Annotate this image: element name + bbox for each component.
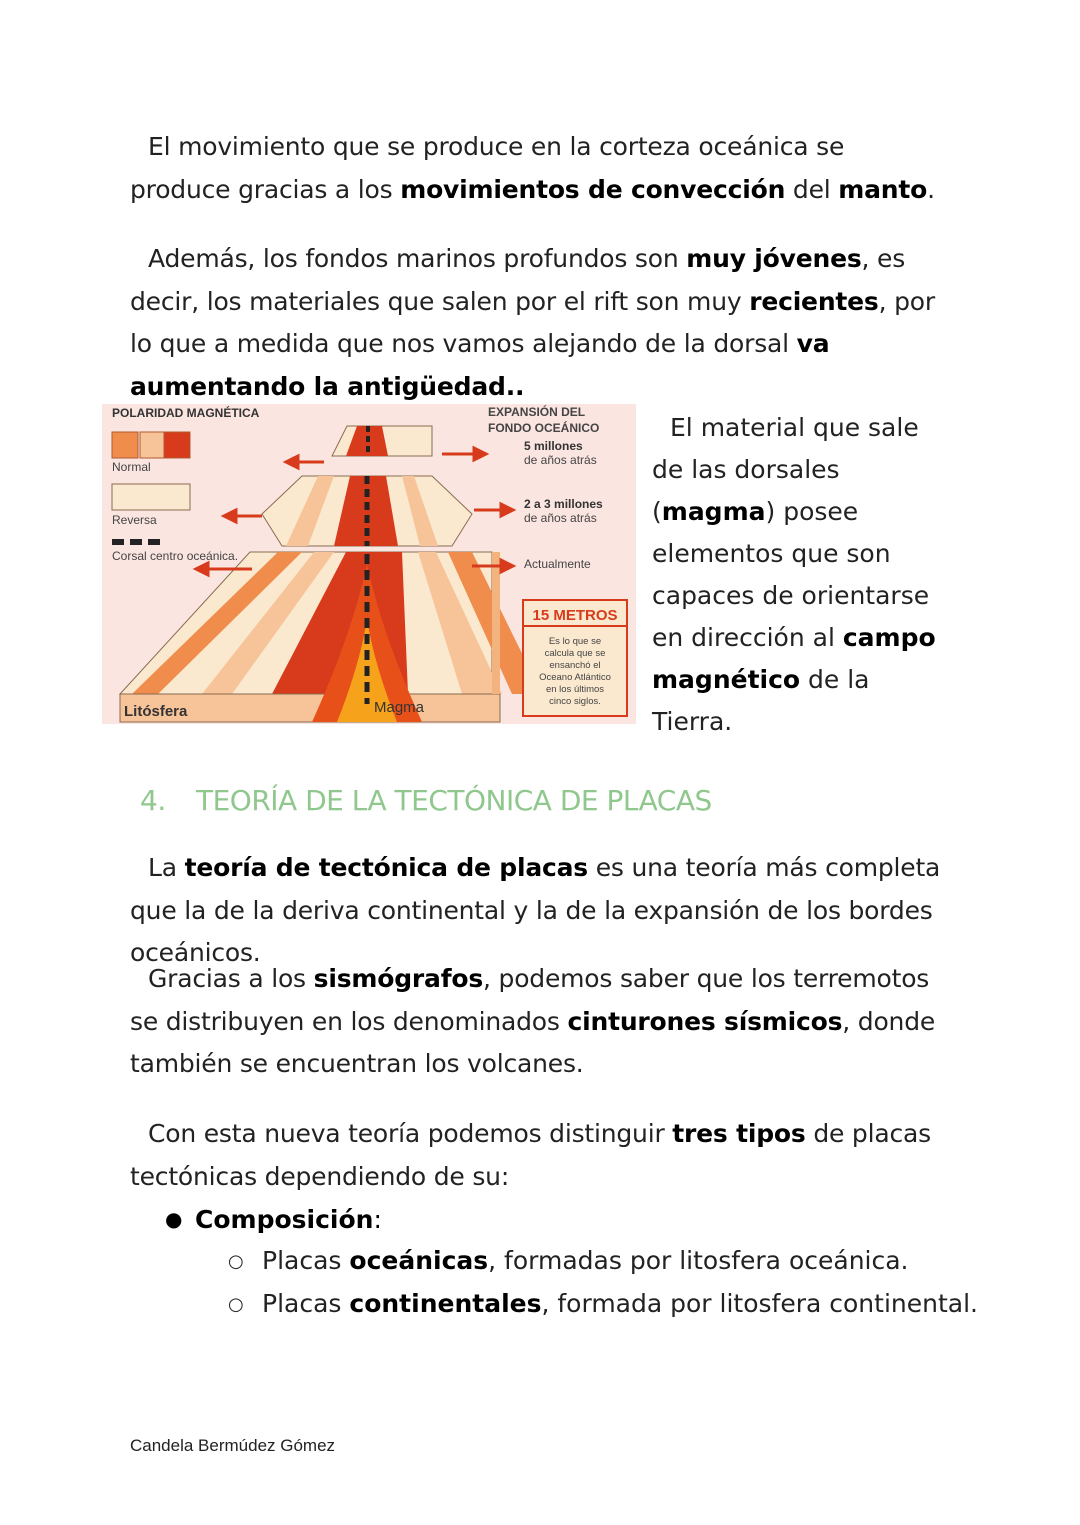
box-title: 15 METROS	[532, 607, 618, 624]
time-label-2b: de años atrás	[524, 511, 597, 525]
time-label-3: Actualmente	[524, 557, 591, 571]
box-line-3: ensanchó el	[549, 660, 601, 671]
box-line-5: en los últimos	[545, 684, 605, 695]
expansion-title-2: FONDO OCEÁNICO	[488, 421, 600, 435]
paragraph-seismographs: Gracias a los sismógrafos, podemos saber que los terremotos se distribuyen en los denominados cinturones sísmicos, donde también se encuentran los volcanes.	[130, 964, 936, 1078]
legend-swatch-reverse	[112, 484, 190, 510]
legend-swatch-red	[164, 432, 190, 458]
section-heading	[140, 784, 712, 817]
sub-bullet-oceanic: ○ Placas oceánicas, formadas por litosfera oceánica.	[228, 1240, 909, 1283]
expansion-title-1: EXPANSIÓN DEL	[488, 405, 586, 419]
circle-bullet-icon: ○	[228, 1294, 244, 1315]
seafloor-spreading-figure	[102, 404, 636, 724]
lithosphere-label: Litósfera	[124, 703, 188, 720]
box-line-1: Es lo que se	[548, 636, 602, 647]
legend-dash-2	[130, 539, 142, 545]
section-number: 4.	[140, 784, 166, 817]
legend-dash-1	[112, 539, 124, 545]
time-label-2a: 2 a 3 millones	[524, 497, 603, 511]
seafloor-spreading-diagram	[102, 404, 636, 724]
paragraph-seafloor-age: Además, los fondos marinos profundos son muy jóvenes, es decir, los materiales que salen por el rift son muy recientes, por lo que a medida que nos vamos alejando de la dorsal va aumentando la antigüedad..	[130, 244, 935, 401]
bullet-composition: ● Composición:	[165, 1198, 382, 1241]
legend-reversa: Reversa	[112, 513, 157, 527]
paragraph-magnetic: El material que sale de las dorsales (magma) posee elementos que son capaces de orientarse en dirección al campo magnético de la Tierra.	[652, 413, 936, 736]
box-line-6: cinco siglos.	[549, 696, 601, 707]
legend-dash-3	[148, 539, 160, 545]
legend-swatch-orange	[112, 432, 138, 458]
time-label-1a: 5 millones	[524, 439, 583, 453]
paragraph-plate-tectonics: La teoría de tectónica de placas es una teoría más completa que la de la deriva continental y la de la expansión de los bordes oceánicos.	[130, 853, 941, 967]
magma-label: Magma	[374, 699, 425, 716]
section-title: TEORÍA DE LA TECTÓNICA DE PLACAS	[196, 784, 712, 817]
paragraph-convection: El movimiento que se produce en la corteza oceánica se produce gracias a los movimientos de convección del manto.	[130, 132, 935, 204]
legend-normal: Normal	[112, 460, 151, 474]
footer-author: Candela Bermúdez Gómez	[130, 1436, 336, 1455]
legend-swatch-peach	[140, 432, 164, 458]
box-line-4: Oceano Atlántico	[539, 672, 611, 683]
box-line-2: calcula que se	[544, 648, 606, 659]
legend-title: POLARIDAD MAGNÉTICA	[112, 406, 260, 420]
sub-bullet-continental: ○ Placas continentales, formada por litosfera continental.	[228, 1283, 978, 1326]
time-label-1b: de años atrás	[524, 453, 597, 467]
circle-bullet-icon: ○	[228, 1251, 244, 1272]
bullet-dot-icon: ●	[165, 1207, 183, 1231]
legend-dorsal: Corsal centro oceánica.	[112, 549, 239, 563]
paragraph-plate-types: Con esta nueva teoría podemos distinguir tres tipos de placas tectónicas dependiendo de su:	[130, 1119, 931, 1191]
